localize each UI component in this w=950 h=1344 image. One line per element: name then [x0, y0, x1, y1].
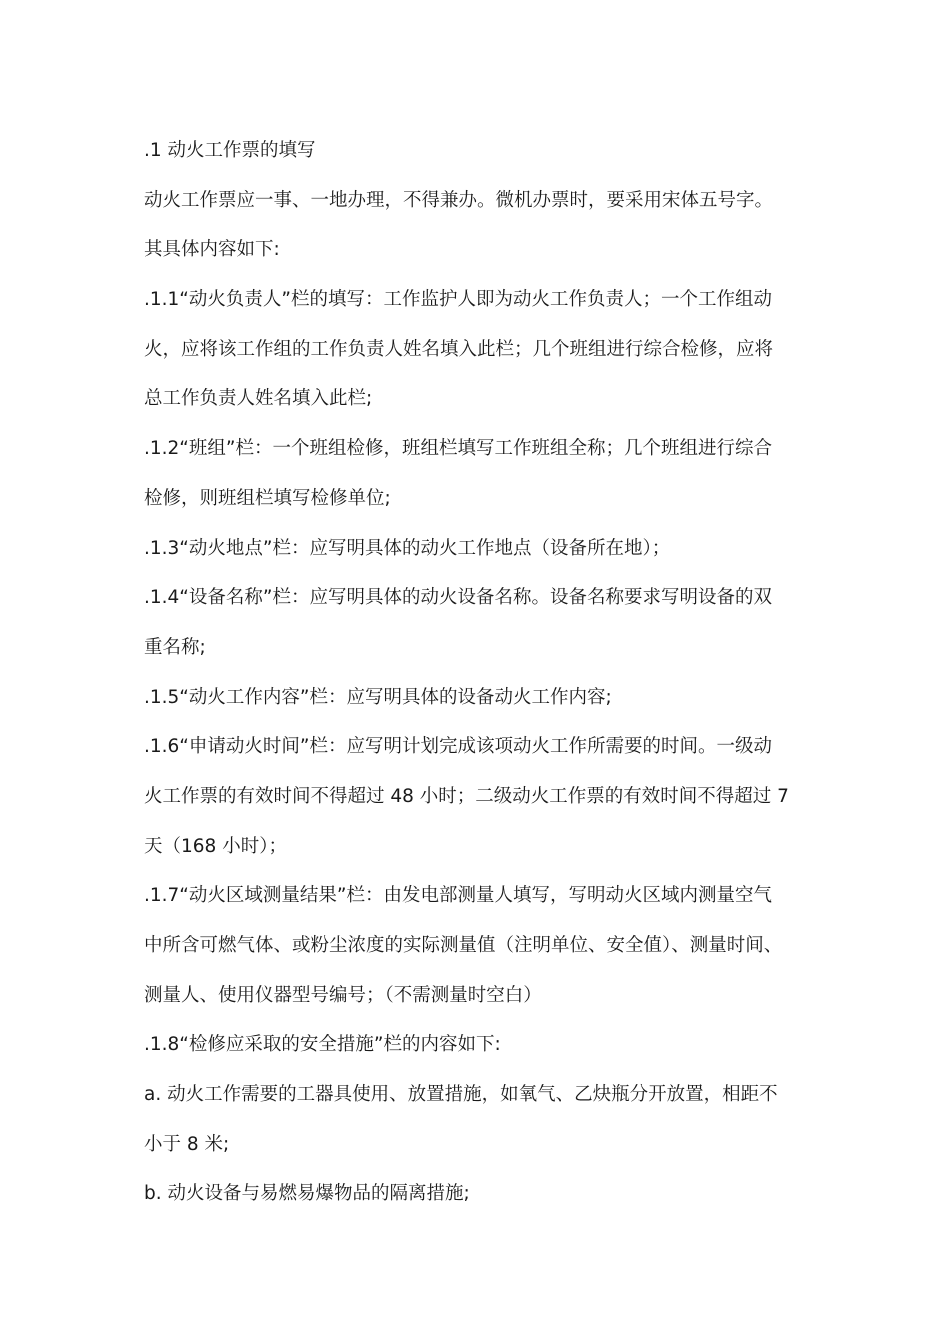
paragraph-line: 中所含可燃气体、或粉尘浓度的实际测量值（注明单位、安全值）、测量时间、 — [144, 935, 783, 956]
paragraph-line: 重名称; — [144, 636, 206, 658]
paragraph-line: 火工作票的有效时间不得超过 48 小时；二级动火工作票的有效时间不得超过 7 — [144, 785, 789, 807]
paragraph-line: 其具体内容如下: — [144, 239, 280, 261]
paragraph-line: .1.2“班组”栏：一个班组检修，班组栏填写工作班组全称；几个班组进行综合 — [144, 438, 772, 460]
paragraph-line: 测量人、使用仪器型号编号；（不需测量时空白） — [144, 984, 542, 1006]
paragraph-line: .1.5“动火工作内容”栏：应写明具体的设备动火工作内容; — [144, 686, 612, 708]
document-body — [144, 126, 834, 1219]
paragraph-line: .1.4“设备名称”栏：应写明具体的动火设备名称。设备名称要求写明设备的双 — [144, 587, 772, 609]
paragraph-line: .1.3“动火地点”栏：应写明具体的动火工作地点（设备所在地）； — [144, 537, 671, 559]
paragraph-line: .1.8“检修应采取的安全措施”栏的内容如下: — [144, 1034, 501, 1056]
paragraph-line: .1.7“动火区域测量结果”栏：由发电部测量人填写，写明动火区域内测量空气 — [144, 885, 772, 907]
list-item-line: 小于 8 米; — [144, 1133, 230, 1155]
paragraph-line: 检修，则班组栏填写检修单位; — [144, 487, 391, 509]
paragraph-line: .1.6“申请动火时间”栏：应写明计划完成该项动火工作所需要的时间。一级动 — [144, 736, 772, 758]
paragraph-line: 动火工作票应一事、一地办理，不得兼办。微机办票时，要采用宋体五号字。 — [144, 189, 774, 211]
list-item-line: a. 动火工作需要的工器具使用、放置措施，如氧气、乙炔瓶分开放置，相距不 — [144, 1084, 778, 1106]
paragraph-line: 总工作负责人姓名填入此栏; — [144, 388, 373, 410]
list-item-line: b. 动火设备与易燃易爆物品的隔离措施; — [144, 1183, 470, 1205]
paragraph-line: 天（168 小时）； — [144, 835, 287, 857]
paragraph-line: .1.1“动火负责人”栏的填写：工作监护人即为动火工作负责人；一个工作组动 — [144, 289, 772, 311]
paragraph-line: 火，应将该工作组的工作负责人姓名填入此栏；几个班组进行综合检修，应将 — [144, 338, 774, 360]
section-heading: .1 动火工作票的填写 — [144, 140, 316, 161]
